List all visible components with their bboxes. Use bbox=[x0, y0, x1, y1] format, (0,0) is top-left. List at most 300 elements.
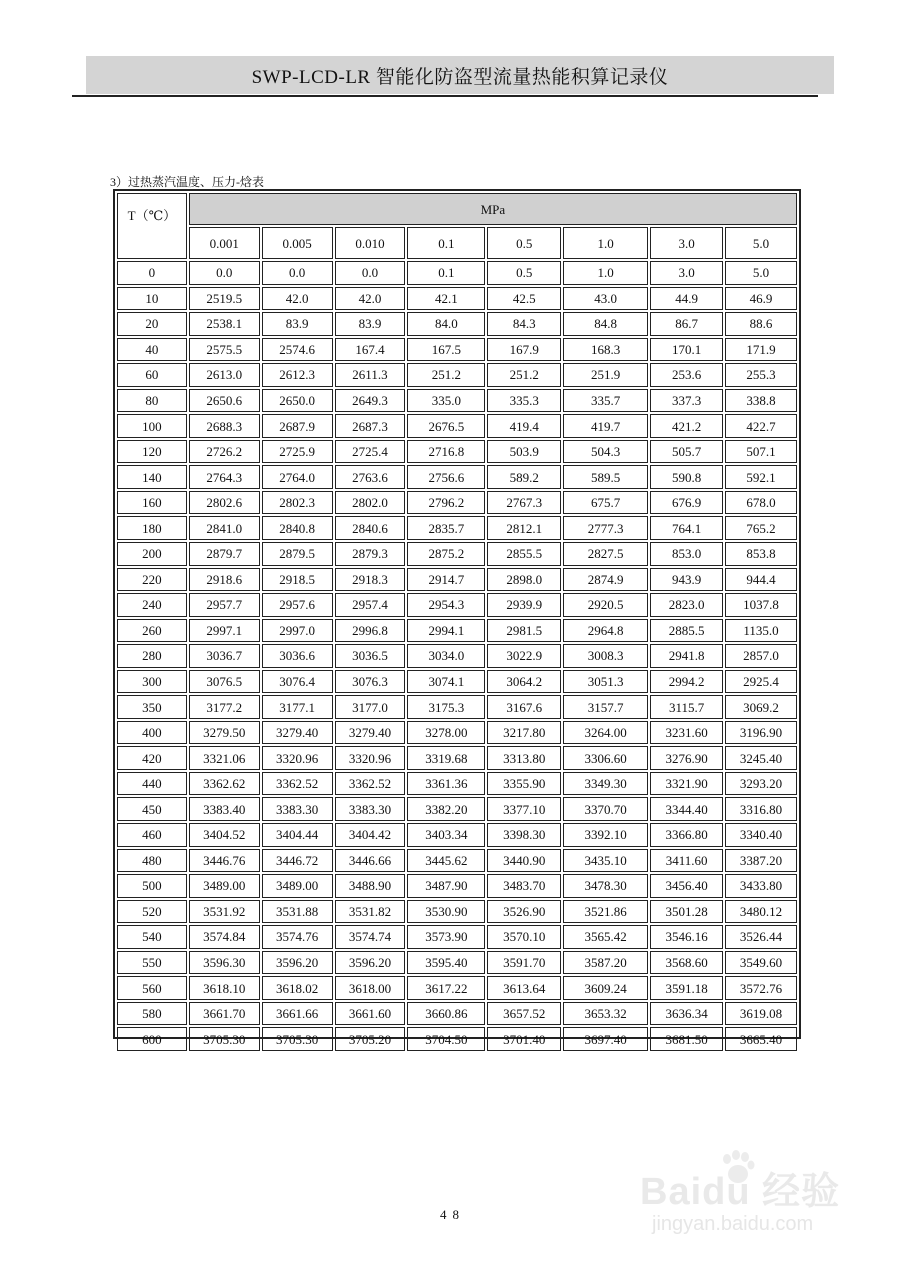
enthalpy-cell: 3435.10 bbox=[563, 849, 648, 873]
enthalpy-cell: 3293.20 bbox=[725, 772, 797, 796]
enthalpy-cell: 503.9 bbox=[487, 440, 561, 464]
table-row bbox=[117, 261, 797, 285]
enthalpy-cell: 2612.3 bbox=[262, 363, 333, 387]
enthalpy-cell: 419.4 bbox=[487, 414, 561, 438]
enthalpy-cell: 338.8 bbox=[725, 389, 797, 413]
enthalpy-cell: 2879.3 bbox=[335, 542, 406, 566]
enthalpy-cell: 3705.20 bbox=[335, 1027, 406, 1051]
table-row bbox=[117, 925, 797, 949]
enthalpy-cell: 3440.90 bbox=[487, 849, 561, 873]
enthalpy-cell: 2802.6 bbox=[189, 491, 260, 515]
enthalpy-cell: 2764.0 bbox=[262, 465, 333, 489]
temperature-cell: 100 bbox=[117, 414, 187, 438]
enthalpy-cell: 2687.9 bbox=[262, 414, 333, 438]
enthalpy-cell: 3657.52 bbox=[487, 1002, 561, 1026]
temperature-cell: 0 bbox=[117, 261, 187, 285]
enthalpy-cell: 2777.3 bbox=[563, 516, 648, 540]
enthalpy-cell: 2957.4 bbox=[335, 593, 406, 617]
enthalpy-cell: 335.0 bbox=[407, 389, 485, 413]
enthalpy-cell: 2997.0 bbox=[262, 619, 333, 643]
enthalpy-cell: 590.8 bbox=[650, 465, 723, 489]
enthalpy-cell: 3618.02 bbox=[262, 976, 333, 1000]
enthalpy-cell: 42.0 bbox=[262, 287, 333, 311]
pressure-group-header: MPa bbox=[189, 193, 797, 225]
enthalpy-cell: 2939.9 bbox=[487, 593, 561, 617]
enthalpy-cell: 3355.90 bbox=[487, 772, 561, 796]
enthalpy-cell: 251.9 bbox=[563, 363, 648, 387]
table-row bbox=[117, 849, 797, 873]
baidu-watermark-url: jingyan.baidu.com bbox=[652, 1213, 814, 1235]
table-row bbox=[117, 619, 797, 643]
enthalpy-cell: 3681.50 bbox=[650, 1027, 723, 1051]
enthalpy-cell: 42.1 bbox=[407, 287, 485, 311]
temperature-cell: 220 bbox=[117, 568, 187, 592]
enthalpy-cell: 3565.42 bbox=[563, 925, 648, 949]
enthalpy-cell: 3076.4 bbox=[262, 670, 333, 694]
enthalpy-cell: 2756.6 bbox=[407, 465, 485, 489]
enthalpy-cell: 2650.6 bbox=[189, 389, 260, 413]
enthalpy-cell: 3546.16 bbox=[650, 925, 723, 949]
enthalpy-cell: 43.0 bbox=[563, 287, 648, 311]
temperature-cell: 300 bbox=[117, 670, 187, 694]
enthalpy-cell: 42.0 bbox=[335, 287, 406, 311]
enthalpy-cell: 3596.20 bbox=[335, 951, 406, 975]
enthalpy-cell: 1135.0 bbox=[725, 619, 797, 643]
enthalpy-cell: 3446.66 bbox=[335, 849, 406, 873]
enthalpy-cell: 335.3 bbox=[487, 389, 561, 413]
enthalpy-cell: 592.1 bbox=[725, 465, 797, 489]
enthalpy-cell: 2812.1 bbox=[487, 516, 561, 540]
enthalpy-cell: 2726.2 bbox=[189, 440, 260, 464]
enthalpy-cell: 2688.3 bbox=[189, 414, 260, 438]
table-row bbox=[117, 414, 797, 438]
enthalpy-cell: 42.5 bbox=[487, 287, 561, 311]
temperature-cell: 420 bbox=[117, 746, 187, 770]
enthalpy-cell: 3366.80 bbox=[650, 823, 723, 847]
table-row bbox=[117, 1027, 797, 1051]
enthalpy-cell: 3377.10 bbox=[487, 797, 561, 821]
enthalpy-cell: 3501.28 bbox=[650, 900, 723, 924]
table-row bbox=[117, 593, 797, 617]
enthalpy-cell: 3.0 bbox=[650, 261, 723, 285]
temperature-cell: 10 bbox=[117, 287, 187, 311]
enthalpy-cell: 3279.40 bbox=[335, 721, 406, 745]
enthalpy-cell: 3064.2 bbox=[487, 670, 561, 694]
temperature-cell: 200 bbox=[117, 542, 187, 566]
enthalpy-cell: 251.2 bbox=[407, 363, 485, 387]
enthalpy-cell: 3531.82 bbox=[335, 900, 406, 924]
enthalpy-cell: 3036.7 bbox=[189, 644, 260, 668]
enthalpy-cell: 943.9 bbox=[650, 568, 723, 592]
enthalpy-cell: 2914.7 bbox=[407, 568, 485, 592]
enthalpy-cell: 2835.7 bbox=[407, 516, 485, 540]
enthalpy-cell: 3572.76 bbox=[725, 976, 797, 1000]
enthalpy-cell: 0.0 bbox=[335, 261, 406, 285]
enthalpy-cell: 2802.0 bbox=[335, 491, 406, 515]
enthalpy-cell: 3404.44 bbox=[262, 823, 333, 847]
enthalpy-cell: 2764.3 bbox=[189, 465, 260, 489]
temperature-cell: 480 bbox=[117, 849, 187, 873]
enthalpy-cell: 3661.70 bbox=[189, 1002, 260, 1026]
enthalpy-cell: 2918.5 bbox=[262, 568, 333, 592]
enthalpy-cell: 2957.7 bbox=[189, 593, 260, 617]
enthalpy-cell: 255.3 bbox=[725, 363, 797, 387]
enthalpy-cell: 2957.6 bbox=[262, 593, 333, 617]
temperature-cell: 400 bbox=[117, 721, 187, 745]
enthalpy-cell: 2574.6 bbox=[262, 338, 333, 362]
enthalpy-cell: 3276.90 bbox=[650, 746, 723, 770]
enthalpy-cell: 3036.5 bbox=[335, 644, 406, 668]
enthalpy-cell: 3279.40 bbox=[262, 721, 333, 745]
table-caption: 3）过热蒸汽温度、压力-焓表 bbox=[110, 175, 264, 189]
enthalpy-cell: 3076.3 bbox=[335, 670, 406, 694]
table-row bbox=[117, 823, 797, 847]
enthalpy-cell: 421.2 bbox=[650, 414, 723, 438]
enthalpy-cell: 944.4 bbox=[725, 568, 797, 592]
header-rule bbox=[72, 95, 818, 97]
pressure-column-header: 0.1 bbox=[407, 227, 485, 259]
temperature-cell: 260 bbox=[117, 619, 187, 643]
temperature-cell: 280 bbox=[117, 644, 187, 668]
enthalpy-cell: 2611.3 bbox=[335, 363, 406, 387]
table-row bbox=[117, 1002, 797, 1026]
enthalpy-cell: 2879.7 bbox=[189, 542, 260, 566]
table-row bbox=[117, 338, 797, 362]
table-row bbox=[117, 797, 797, 821]
enthalpy-cell: 3370.70 bbox=[563, 797, 648, 821]
enthalpy-cell: 3704.50 bbox=[407, 1027, 485, 1051]
enthalpy-cell: 1.0 bbox=[563, 261, 648, 285]
enthalpy-cell: 2920.5 bbox=[563, 593, 648, 617]
table-row bbox=[117, 542, 797, 566]
enthalpy-cell: 3574.76 bbox=[262, 925, 333, 949]
table-row bbox=[117, 516, 797, 540]
enthalpy-cell: 3596.20 bbox=[262, 951, 333, 975]
enthalpy-cell: 3456.40 bbox=[650, 874, 723, 898]
enthalpy-cell: 3570.10 bbox=[487, 925, 561, 949]
enthalpy-cell: 3487.90 bbox=[407, 874, 485, 898]
enthalpy-cell: 3653.32 bbox=[563, 1002, 648, 1026]
enthalpy-cell: 3320.96 bbox=[262, 746, 333, 770]
enthalpy-cell: 3321.90 bbox=[650, 772, 723, 796]
enthalpy-cell: 422.7 bbox=[725, 414, 797, 438]
enthalpy-cell: 2841.0 bbox=[189, 516, 260, 540]
enthalpy-cell: 84.8 bbox=[563, 312, 648, 336]
table-row bbox=[117, 644, 797, 668]
enthalpy-cell: 3362.52 bbox=[262, 772, 333, 796]
enthalpy-cell: 3069.2 bbox=[725, 695, 797, 719]
enthalpy-cell: 3618.10 bbox=[189, 976, 260, 1000]
enthalpy-cell: 253.6 bbox=[650, 363, 723, 387]
pressure-header-row bbox=[117, 227, 797, 259]
enthalpy-cell: 3433.80 bbox=[725, 874, 797, 898]
table-body bbox=[117, 261, 797, 1051]
enthalpy-cell: 3177.1 bbox=[262, 695, 333, 719]
enthalpy-cell: 0.0 bbox=[189, 261, 260, 285]
enthalpy-cell: 3036.6 bbox=[262, 644, 333, 668]
enthalpy-cell: 3177.2 bbox=[189, 695, 260, 719]
enthalpy-cell: 3279.50 bbox=[189, 721, 260, 745]
enthalpy-cell: 678.0 bbox=[725, 491, 797, 515]
enthalpy-cell: 88.6 bbox=[725, 312, 797, 336]
enthalpy-cell: 3278.00 bbox=[407, 721, 485, 745]
enthalpy-cell: 3306.60 bbox=[563, 746, 648, 770]
enthalpy-cell: 3177.0 bbox=[335, 695, 406, 719]
enthalpy-cell: 3008.3 bbox=[563, 644, 648, 668]
enthalpy-cell: 3549.60 bbox=[725, 951, 797, 975]
enthalpy-cell: 3340.40 bbox=[725, 823, 797, 847]
enthalpy-cell: 2875.2 bbox=[407, 542, 485, 566]
enthalpy-cell: 505.7 bbox=[650, 440, 723, 464]
temperature-cell: 450 bbox=[117, 797, 187, 821]
enthalpy-cell: 3411.60 bbox=[650, 849, 723, 873]
enthalpy-cell: 2613.0 bbox=[189, 363, 260, 387]
enthalpy-cell: 3320.96 bbox=[335, 746, 406, 770]
enthalpy-cell: 44.9 bbox=[650, 287, 723, 311]
enthalpy-cell: 3074.1 bbox=[407, 670, 485, 694]
enthalpy-cell: 3175.3 bbox=[407, 695, 485, 719]
enthalpy-cell: 2827.5 bbox=[563, 542, 648, 566]
enthalpy-cell: 3701.40 bbox=[487, 1027, 561, 1051]
enthalpy-cell: 3488.90 bbox=[335, 874, 406, 898]
enthalpy-cell: 3445.62 bbox=[407, 849, 485, 873]
enthalpy-cell: 675.7 bbox=[563, 491, 648, 515]
temperature-cell: 140 bbox=[117, 465, 187, 489]
table-row bbox=[117, 976, 797, 1000]
table-row bbox=[117, 670, 797, 694]
pressure-column-header: 3.0 bbox=[650, 227, 723, 259]
table-row bbox=[117, 465, 797, 489]
enthalpy-cell: 2994.1 bbox=[407, 619, 485, 643]
enthalpy-cell: 3387.20 bbox=[725, 849, 797, 873]
enthalpy-cell: 2763.6 bbox=[335, 465, 406, 489]
enthalpy-cell: 3574.84 bbox=[189, 925, 260, 949]
enthalpy-cell: 3661.60 bbox=[335, 1002, 406, 1026]
enthalpy-cell: 46.9 bbox=[725, 287, 797, 311]
enthalpy-cell: 2997.1 bbox=[189, 619, 260, 643]
table-row bbox=[117, 772, 797, 796]
enthalpy-cell: 2676.5 bbox=[407, 414, 485, 438]
enthalpy-cell: 3264.00 bbox=[563, 721, 648, 745]
enthalpy-cell: 2885.5 bbox=[650, 619, 723, 643]
enthalpy-cell: 853.8 bbox=[725, 542, 797, 566]
enthalpy-cell: 3316.80 bbox=[725, 797, 797, 821]
enthalpy-cell: 3392.10 bbox=[563, 823, 648, 847]
enthalpy-cell: 335.7 bbox=[563, 389, 648, 413]
enthalpy-cell: 3446.76 bbox=[189, 849, 260, 873]
enthalpy-cell: 3245.40 bbox=[725, 746, 797, 770]
enthalpy-cell: 3619.08 bbox=[725, 1002, 797, 1026]
enthalpy-cell: 2519.5 bbox=[189, 287, 260, 311]
enthalpy-cell: 765.2 bbox=[725, 516, 797, 540]
enthalpy-cell: 86.7 bbox=[650, 312, 723, 336]
enthalpy-cell: 3196.90 bbox=[725, 721, 797, 745]
enthalpy-cell: 3344.40 bbox=[650, 797, 723, 821]
pressure-column-header: 5.0 bbox=[725, 227, 797, 259]
enthalpy-cell: 2650.0 bbox=[262, 389, 333, 413]
enthalpy-cell: 3022.9 bbox=[487, 644, 561, 668]
enthalpy-cell: 3362.62 bbox=[189, 772, 260, 796]
temperature-cell: 580 bbox=[117, 1002, 187, 1026]
enthalpy-cell: 2538.1 bbox=[189, 312, 260, 336]
enthalpy-cell: 589.2 bbox=[487, 465, 561, 489]
temperature-cell: 440 bbox=[117, 772, 187, 796]
enthalpy-cell: 0.1 bbox=[407, 261, 485, 285]
pressure-column-header: 0.001 bbox=[189, 227, 260, 259]
temperature-cell: 40 bbox=[117, 338, 187, 362]
enthalpy-cell: 1037.8 bbox=[725, 593, 797, 617]
temperature-cell: 550 bbox=[117, 951, 187, 975]
temperature-cell: 160 bbox=[117, 491, 187, 515]
table-row bbox=[117, 874, 797, 898]
enthalpy-cell: 3403.34 bbox=[407, 823, 485, 847]
enthalpy-cell: 3076.5 bbox=[189, 670, 260, 694]
pressure-column-header: 0.005 bbox=[262, 227, 333, 259]
enthalpy-cell: 3531.88 bbox=[262, 900, 333, 924]
enthalpy-cell: 3361.36 bbox=[407, 772, 485, 796]
enthalpy-cell: 3636.34 bbox=[650, 1002, 723, 1026]
temperature-cell: 500 bbox=[117, 874, 187, 898]
table-row bbox=[117, 491, 797, 515]
enthalpy-cell: 2649.3 bbox=[335, 389, 406, 413]
enthalpy-cell: 2725.9 bbox=[262, 440, 333, 464]
temperature-cell: 240 bbox=[117, 593, 187, 617]
enthalpy-cell: 3313.80 bbox=[487, 746, 561, 770]
enthalpy-cell: 5.0 bbox=[725, 261, 797, 285]
enthalpy-cell: 3383.40 bbox=[189, 797, 260, 821]
temperature-cell: 80 bbox=[117, 389, 187, 413]
enthalpy-cell: 3034.0 bbox=[407, 644, 485, 668]
enthalpy-cell: 2575.5 bbox=[189, 338, 260, 362]
enthalpy-cell: 3489.00 bbox=[189, 874, 260, 898]
enthalpy-cell: 2994.2 bbox=[650, 670, 723, 694]
enthalpy-cell: 3231.60 bbox=[650, 721, 723, 745]
table-row bbox=[117, 721, 797, 745]
enthalpy-cell: 2802.3 bbox=[262, 491, 333, 515]
table-row bbox=[117, 951, 797, 975]
enthalpy-cell: 3051.3 bbox=[563, 670, 648, 694]
baidu-watermark-logo: Baidu 经验 bbox=[640, 1171, 841, 1213]
enthalpy-table bbox=[115, 191, 799, 1053]
enthalpy-cell: 3446.72 bbox=[262, 849, 333, 873]
enthalpy-cell: 2796.2 bbox=[407, 491, 485, 515]
pressure-column-header: 0.5 bbox=[487, 227, 561, 259]
enthalpy-cell: 167.5 bbox=[407, 338, 485, 362]
temperature-cell: 520 bbox=[117, 900, 187, 924]
enthalpy-cell: 419.7 bbox=[563, 414, 648, 438]
enthalpy-cell: 507.1 bbox=[725, 440, 797, 464]
enthalpy-cell: 83.9 bbox=[262, 312, 333, 336]
enthalpy-cell: 589.5 bbox=[563, 465, 648, 489]
enthalpy-cell: 3591.18 bbox=[650, 976, 723, 1000]
table-row bbox=[117, 568, 797, 592]
temperature-cell: 560 bbox=[117, 976, 187, 1000]
enthalpy-cell: 0.0 bbox=[262, 261, 333, 285]
enthalpy-cell: 3398.30 bbox=[487, 823, 561, 847]
enthalpy-cell: 3404.52 bbox=[189, 823, 260, 847]
temperature-cell: 600 bbox=[117, 1027, 187, 1051]
enthalpy-cell: 84.0 bbox=[407, 312, 485, 336]
enthalpy-cell: 2767.3 bbox=[487, 491, 561, 515]
enthalpy-cell: 3591.70 bbox=[487, 951, 561, 975]
temperature-cell: 350 bbox=[117, 695, 187, 719]
enthalpy-cell: 2716.8 bbox=[407, 440, 485, 464]
enthalpy-cell: 2874.9 bbox=[563, 568, 648, 592]
enthalpy-cell: 3319.68 bbox=[407, 746, 485, 770]
enthalpy-cell: 84.3 bbox=[487, 312, 561, 336]
temperature-cell: 120 bbox=[117, 440, 187, 464]
enthalpy-cell: 853.0 bbox=[650, 542, 723, 566]
enthalpy-cell: 2840.8 bbox=[262, 516, 333, 540]
enthalpy-cell: 2855.5 bbox=[487, 542, 561, 566]
enthalpy-cell: 3660.86 bbox=[407, 1002, 485, 1026]
enthalpy-cell: 3404.42 bbox=[335, 823, 406, 847]
enthalpy-cell: 83.9 bbox=[335, 312, 406, 336]
enthalpy-cell: 3596.30 bbox=[189, 951, 260, 975]
enthalpy-cell: 3618.00 bbox=[335, 976, 406, 1000]
enthalpy-cell: 3480.12 bbox=[725, 900, 797, 924]
temperature-header: T（℃） bbox=[117, 193, 187, 259]
enthalpy-cell: 3217.80 bbox=[487, 721, 561, 745]
enthalpy-cell: 2823.0 bbox=[650, 593, 723, 617]
table-row bbox=[117, 312, 797, 336]
enthalpy-cell: 3478.30 bbox=[563, 874, 648, 898]
enthalpy-cell: 3531.92 bbox=[189, 900, 260, 924]
enthalpy-cell: 3613.64 bbox=[487, 976, 561, 1000]
enthalpy-cell: 170.1 bbox=[650, 338, 723, 362]
enthalpy-cell: 3526.90 bbox=[487, 900, 561, 924]
table-row bbox=[117, 389, 797, 413]
enthalpy-cell: 3321.06 bbox=[189, 746, 260, 770]
enthalpy-cell: 3705.30 bbox=[262, 1027, 333, 1051]
page-header-title: SWP-LCD-LR 智能化防盗型流量热能积算记录仪 bbox=[251, 66, 669, 88]
enthalpy-cell: 3574.74 bbox=[335, 925, 406, 949]
enthalpy-cell: 2898.0 bbox=[487, 568, 561, 592]
enthalpy-cell: 3705.30 bbox=[189, 1027, 260, 1051]
temperature-cell: 60 bbox=[117, 363, 187, 387]
enthalpy-cell: 337.3 bbox=[650, 389, 723, 413]
enthalpy-cell: 3526.44 bbox=[725, 925, 797, 949]
enthalpy-cell: 676.9 bbox=[650, 491, 723, 515]
enthalpy-cell: 171.9 bbox=[725, 338, 797, 362]
enthalpy-cell: 0.5 bbox=[487, 261, 561, 285]
enthalpy-cell: 251.2 bbox=[487, 363, 561, 387]
temperature-cell: 460 bbox=[117, 823, 187, 847]
enthalpy-cell: 2964.8 bbox=[563, 619, 648, 643]
enthalpy-cell: 3382.20 bbox=[407, 797, 485, 821]
enthalpy-cell: 3617.22 bbox=[407, 976, 485, 1000]
enthalpy-cell: 168.3 bbox=[563, 338, 648, 362]
table-row bbox=[117, 363, 797, 387]
enthalpy-cell: 2725.4 bbox=[335, 440, 406, 464]
enthalpy-cell: 2918.3 bbox=[335, 568, 406, 592]
enthalpy-cell: 2996.8 bbox=[335, 619, 406, 643]
enthalpy-cell: 3489.00 bbox=[262, 874, 333, 898]
enthalpy-cell: 3697.40 bbox=[563, 1027, 648, 1051]
enthalpy-cell: 3587.20 bbox=[563, 951, 648, 975]
enthalpy-cell: 3573.90 bbox=[407, 925, 485, 949]
enthalpy-cell: 3661.66 bbox=[262, 1002, 333, 1026]
enthalpy-cell: 167.9 bbox=[487, 338, 561, 362]
table-row bbox=[117, 695, 797, 719]
enthalpy-cell: 2857.0 bbox=[725, 644, 797, 668]
enthalpy-cell: 3521.86 bbox=[563, 900, 648, 924]
table-row bbox=[117, 440, 797, 464]
temperature-cell: 20 bbox=[117, 312, 187, 336]
enthalpy-cell: 3483.70 bbox=[487, 874, 561, 898]
enthalpy-cell: 3568.60 bbox=[650, 951, 723, 975]
enthalpy-cell: 2941.8 bbox=[650, 644, 723, 668]
